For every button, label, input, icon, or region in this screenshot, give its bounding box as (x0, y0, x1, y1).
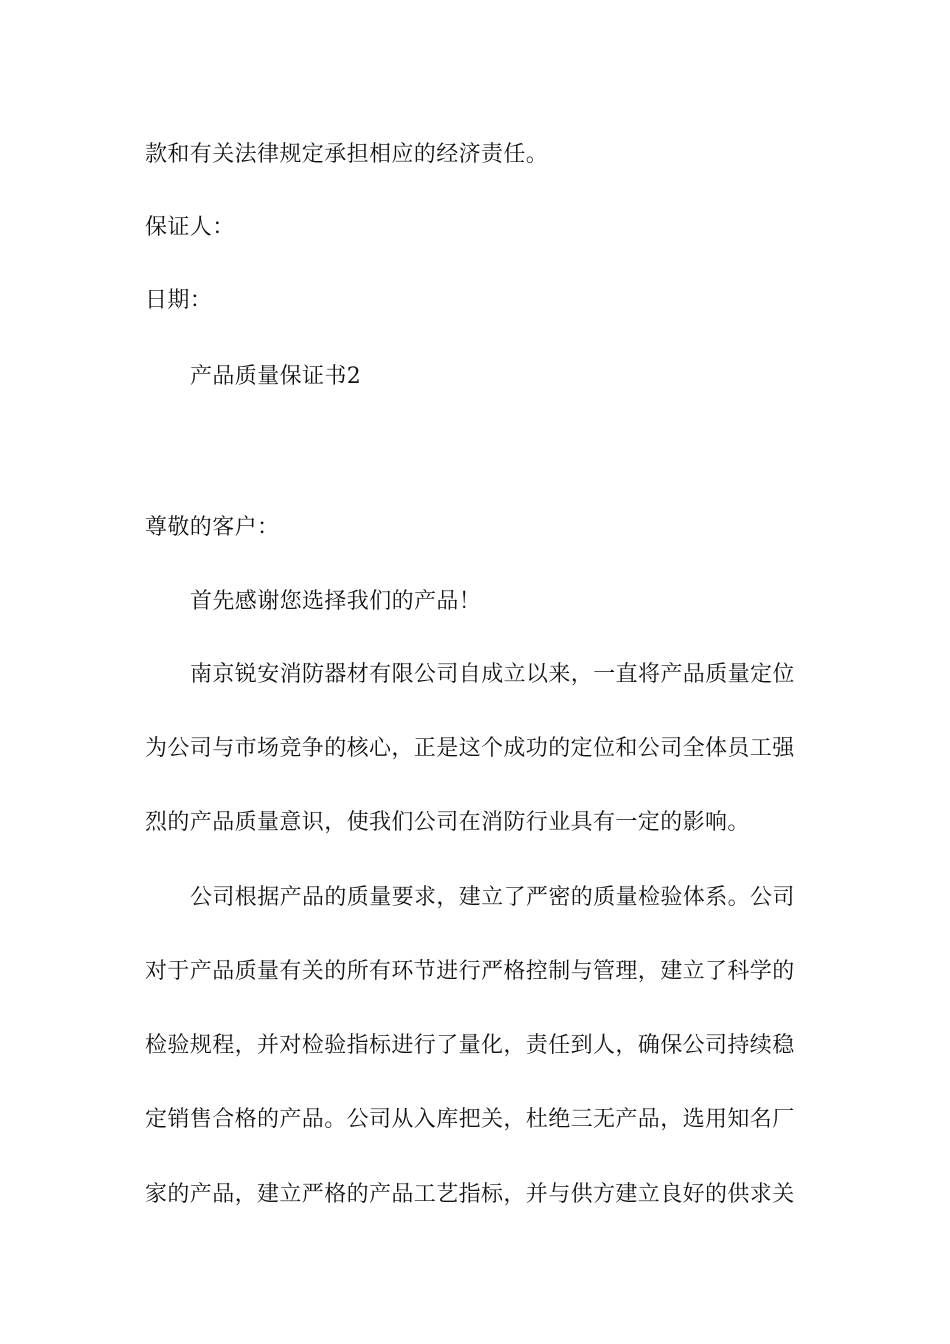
salutation: 尊敬的客户： (145, 515, 280, 540)
guarantor-label: 保证人： (145, 215, 235, 240)
text-line: 公司根据产品的质量要求，建立了严密的质量检验体系。公司 (190, 885, 795, 910)
text-line: 首先感谢您选择我们的产品！ (190, 589, 482, 614)
text-line: 对于产品质量有关的所有环节进行严格控制与管理，建立了科学的 (145, 959, 795, 984)
text-line: 为公司与市场竞争的核心，正是这个成功的定位和公司全体员工强 (145, 736, 795, 761)
section-title: 产品质量保证书2 (190, 364, 362, 389)
text-line: 家的产品，建立严格的产品工艺指标，并与供方建立良好的供求关 (145, 1182, 795, 1207)
text-line: 烈的产品质量意识，使我们公司在消防行业具有一定的影响。 (145, 810, 750, 835)
text-line: 检验规程，并对检验指标进行了量化，责任到人，确保公司持续稳 (145, 1033, 795, 1058)
text-line: 款和有关法律规定承担相应的经济责任。 (145, 142, 549, 167)
date-label: 日期： (145, 288, 213, 313)
text-line: 定销售合格的产品。公司从入库把关，杜绝三无产品，选用知名厂 (145, 1107, 795, 1132)
text-line: 南京锐安消防器材有限公司自成立以来，一直将产品质量定位 (190, 662, 795, 687)
